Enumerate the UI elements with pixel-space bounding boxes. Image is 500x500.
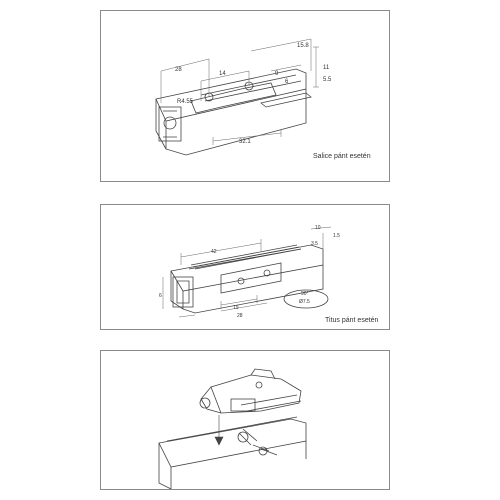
mounting-illustration-panel [100, 350, 390, 490]
dim-6: 6 [159, 293, 162, 299]
dim-11: 11 [323, 65, 330, 71]
titus-hinge-panel [100, 204, 390, 330]
dim-5-5: 5.5 [323, 77, 332, 83]
titus-profile-drawing [101, 205, 391, 331]
dim-9: 9 [275, 71, 279, 77]
salice-hinge-panel [100, 10, 390, 182]
dim-28: 28 [237, 313, 243, 319]
dim-diameter-7-5: Ø7.5 [299, 299, 310, 305]
dim-42: 42 [211, 249, 217, 255]
dim-90-deg: 90° [301, 291, 309, 297]
dim-1-5: 1.5 [333, 233, 340, 239]
dim-3-5: 3.5 [311, 241, 318, 247]
panel-caption: Titus pánt esetén [325, 317, 379, 324]
dim-32-1: 32.1 [239, 139, 251, 145]
dim-6: 6 [285, 79, 289, 85]
mounting-drawing [101, 351, 391, 491]
dim-10: 10 [315, 225, 321, 231]
panel-caption: Salice pánt esetén [313, 153, 371, 160]
dim-28: 28 [175, 67, 182, 73]
dim-15-8: 15.8 [297, 43, 309, 49]
dim-r4-55: R4.55 [177, 99, 194, 105]
dim-14: 14 [219, 71, 226, 77]
dim-19: 19 [233, 305, 239, 311]
